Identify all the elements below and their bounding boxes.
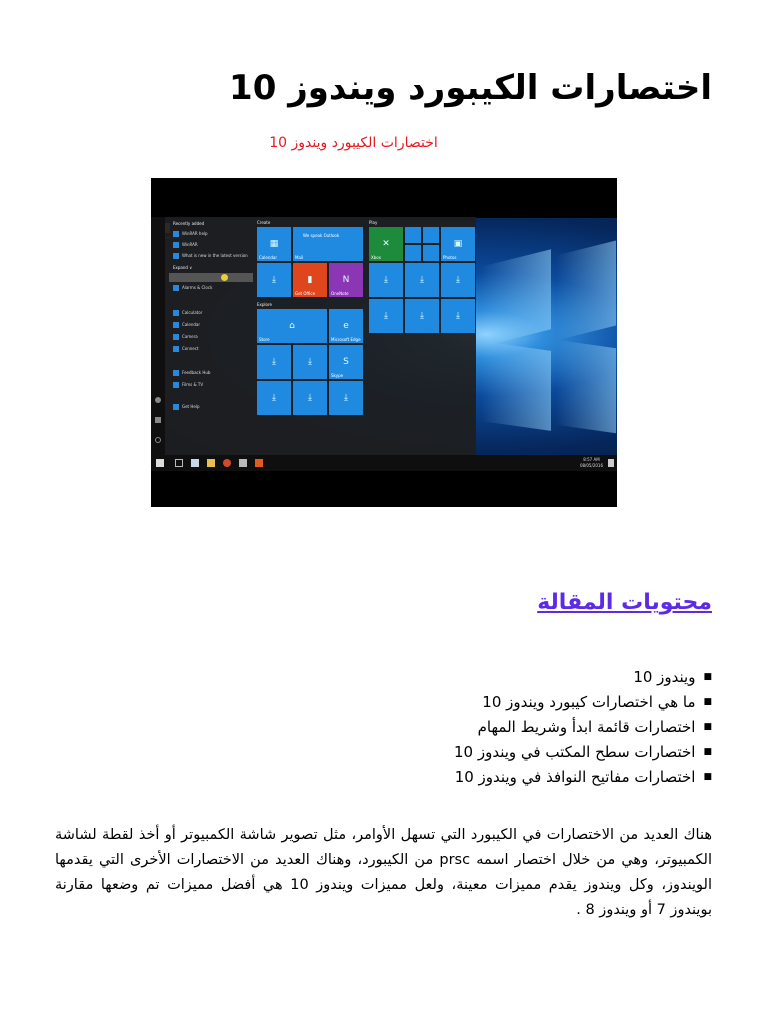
file-explorer-icon[interactable]	[207, 459, 215, 467]
tile-onenote[interactable]: N OneNote	[329, 263, 363, 297]
power-icon[interactable]	[155, 437, 161, 443]
store-icon: ⌂	[289, 321, 295, 331]
app-icon	[173, 322, 179, 328]
photos-icon: ▣	[453, 239, 463, 249]
windows-start-icon[interactable]	[156, 459, 164, 467]
office-icon: ▮	[307, 275, 313, 285]
tile-download[interactable]	[369, 299, 403, 333]
recently-added-label: Recently added	[173, 221, 205, 226]
list-item[interactable]: Calculator	[173, 309, 202, 316]
tile-photos[interactable]: ▣ Photos	[441, 227, 475, 261]
download-icon: ⤓	[420, 311, 424, 321]
tile-download[interactable]	[257, 263, 291, 297]
image-caption: اختصارات الكيبورد ويندوز 10	[269, 135, 438, 151]
skype-icon: S	[343, 357, 349, 367]
group-create-label: Create	[257, 220, 271, 225]
tile-edge[interactable]: e Microsoft Edge	[329, 309, 363, 343]
contents-heading[interactable]: محتويات المقالة	[537, 590, 712, 615]
selected-row	[169, 273, 253, 282]
tile-xbox[interactable]: ✕ Xbox	[369, 227, 403, 261]
download-icon: ⤓	[456, 275, 460, 285]
tile-office[interactable]: ▮ Get Office	[293, 263, 327, 297]
tile-download[interactable]	[405, 299, 439, 333]
group-explore-label: Explore	[257, 302, 273, 307]
app-icon	[173, 253, 179, 259]
list-item[interactable]: Alarms & Clock	[173, 284, 212, 291]
bullet-icon: ■	[703, 672, 712, 682]
list-item[interactable]: WinRAR help	[173, 230, 208, 237]
windows-screenshot	[151, 178, 617, 507]
edge-icon: e	[343, 321, 349, 331]
list-item[interactable]: Calendar	[173, 321, 200, 328]
contents-list	[454, 665, 712, 790]
list-item[interactable]: Films & TV	[173, 381, 203, 388]
tile-small[interactable]	[405, 227, 421, 243]
bullet-icon: ■	[703, 772, 712, 782]
list-item[interactable]: Get Help	[173, 403, 200, 410]
xbox-icon: ✕	[382, 239, 390, 249]
bullet-icon: ■	[703, 722, 712, 732]
bullet-icon: ■	[703, 697, 712, 707]
download-icon: ⤓	[308, 357, 312, 367]
user-icon[interactable]	[155, 397, 161, 403]
tile-download[interactable]	[441, 263, 475, 297]
tile-download[interactable]	[257, 345, 291, 379]
download-icon: ⤓	[344, 393, 348, 403]
list-item[interactable]: Feedback Hub	[173, 369, 210, 376]
download-icon: ⤓	[384, 275, 388, 285]
tile-small[interactable]	[405, 245, 421, 261]
tile-download[interactable]	[257, 381, 291, 415]
list-item[interactable]: Camera	[173, 333, 198, 340]
tile-store[interactable]: ⌂ Store	[257, 309, 327, 343]
task-view-icon[interactable]	[175, 459, 183, 467]
tile-download[interactable]	[293, 345, 327, 379]
bullet-icon: ■	[703, 747, 712, 757]
app-icon	[173, 285, 179, 291]
list-item[interactable]: ■اختصارات قائمة ابدأ وشريط المهام	[454, 715, 712, 740]
start-menu	[151, 217, 476, 455]
taskbar	[151, 455, 617, 471]
download-icon: ⤓	[272, 357, 276, 367]
app-icon	[173, 404, 179, 410]
tile-download[interactable]	[293, 381, 327, 415]
list-item[interactable]: ■ما هي اختصارات كيبورد ويندوز 10	[454, 690, 712, 715]
expand-label[interactable]: Expand ∨	[173, 265, 193, 270]
list-item[interactable]: What is new in the latest version	[173, 252, 248, 259]
notification-icon[interactable]	[608, 459, 614, 467]
list-item[interactable]: WinRAR	[173, 241, 198, 248]
page-title: اختصارات الكيبورد ويندوز 10	[229, 68, 712, 108]
download-icon: ⤓	[272, 393, 276, 403]
tile-skype[interactable]: S Skype	[329, 345, 363, 379]
store-taskbar-icon[interactable]	[239, 459, 247, 467]
edge-taskbar-icon[interactable]	[191, 459, 199, 467]
list-item[interactable]: Connect	[173, 345, 199, 352]
onenote-icon: N	[342, 275, 350, 285]
app-icon	[173, 370, 179, 376]
tile-download[interactable]	[441, 299, 475, 333]
app-icon	[173, 346, 179, 352]
download-icon: ⤓	[456, 311, 460, 321]
tile-small[interactable]	[423, 245, 439, 261]
app-taskbar-icon[interactable]	[255, 459, 263, 467]
tile-download[interactable]	[369, 263, 403, 297]
chrome-icon[interactable]	[223, 459, 231, 467]
list-item[interactable]: ■اختصارات سطح المكتب في ويندوز 10	[454, 740, 712, 765]
group-play-label: Play	[369, 220, 378, 225]
app-icon	[173, 231, 179, 237]
list-item[interactable]: ■اختصارات مفاتيح النوافذ في ويندوز 10	[454, 765, 712, 790]
download-icon: ⤓	[308, 393, 312, 403]
calendar-icon: ▦	[269, 239, 279, 249]
app-icon	[173, 310, 179, 316]
list-item[interactable]: ■ويندوز 10	[454, 665, 712, 690]
tile-download[interactable]	[329, 381, 363, 415]
tile-download[interactable]	[405, 263, 439, 297]
taskbar-clock[interactable]: 8:57 AM 08/05/2016	[579, 457, 603, 468]
app-icon	[173, 334, 179, 340]
download-icon: ⤓	[420, 275, 424, 285]
body-paragraph: هناك العديد من الاختصارات في الكيبورد التي تسهل الأوامر، مثل تصوير شاشة الكمبيوتر أو أخذ لقطة لشاشة الكمبيوتر، وهي من خلال اختصار اسمه prsc من الكيبورد، وهناك العديد من الاختصارات الأخرى التي يقدمها الويندوز، وكل ويندوز يقدم مميزات معينة، ولعل مميزات ويندوز 10 هي أفضل مميزات تم وضعها مقارنة بويندوز 7 أو ويندوز 8 .	[55, 826, 712, 918]
download-icon: ⤓	[272, 275, 276, 285]
tile-calendar[interactable]: ▦ Calendar	[257, 227, 291, 261]
tile-small[interactable]	[423, 227, 439, 243]
download-icon: ⤓	[384, 311, 388, 321]
article	[55, 60, 712, 918]
app-icon	[173, 242, 179, 248]
app-icon	[173, 382, 179, 388]
tile-mail[interactable]: We speak Outlook Mail	[293, 227, 363, 261]
cursor-highlight	[221, 274, 228, 281]
settings-icon[interactable]	[155, 417, 161, 423]
